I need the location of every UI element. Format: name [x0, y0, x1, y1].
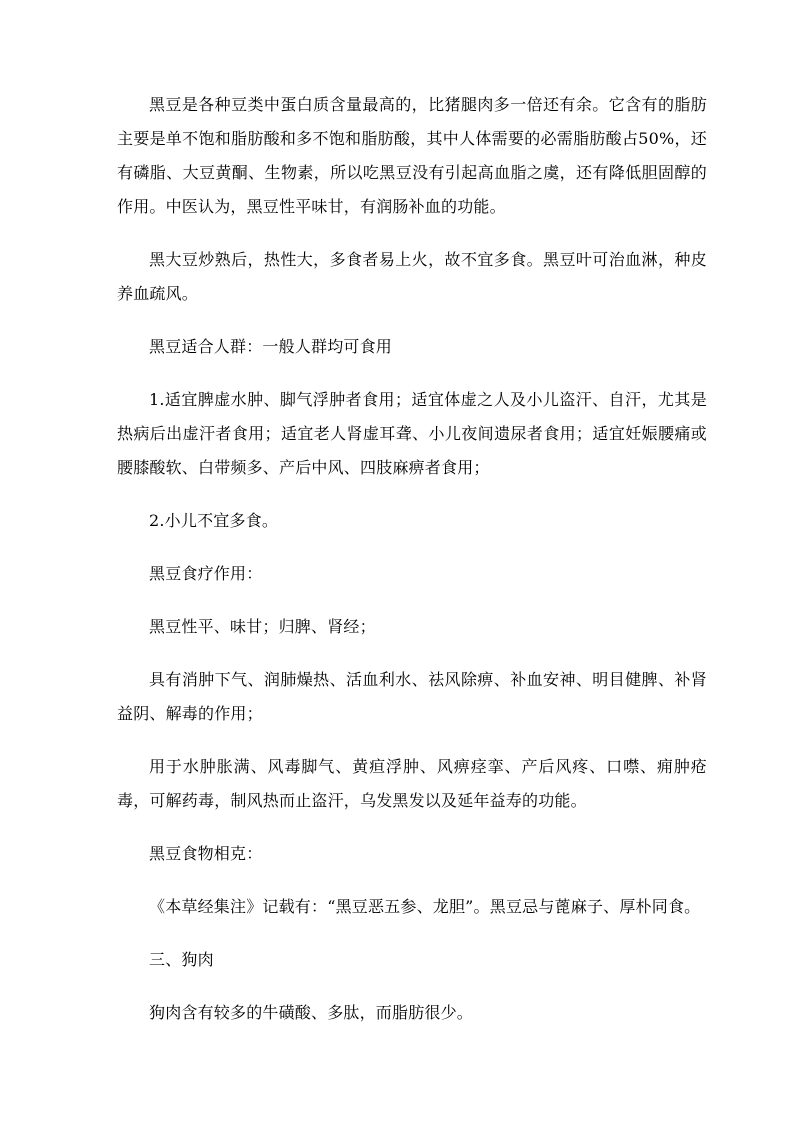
section-heading-dog-meat: 三、狗肉 — [149, 950, 214, 969]
paragraph-item-2: 2.小儿不宜多食。 — [149, 511, 279, 530]
paragraph-uses: 用于水肿胀满、风毒脚气、黄疸浮肿、风痹痉挛、产后风疼、口噤、痈肿疮毒，可解药毒，制风热而止盗汗，乌发黑发以及延年益寿的功能。 — [117, 757, 707, 810]
paragraph-roasted-black-bean: 黑大豆炒熟后，热性大，多食者易上火，故不宜多食。黑豆叶可治血淋，种皮养血疏风。 — [117, 250, 707, 303]
paragraph-nature-taste: 黑豆性平、味甘；归脾、肾经； — [149, 617, 376, 636]
paragraph-materia-medica-quote: 《本草经集注》记载有：“黑豆恶五参、龙胆”。黑豆忌与蓖麻子、厚朴同食。 — [149, 897, 701, 916]
paragraph-dog-meat: 狗肉含有较多的牛磺酸、多肽，而脂肪很少。 — [149, 1003, 474, 1022]
document-body — [117, 88, 707, 1049]
paragraph-incompatible-heading: 黑豆食物相克： — [149, 844, 263, 863]
paragraph-therapy-heading: 黑豆食疗作用： — [149, 564, 263, 583]
paragraph-suitable-people: 黑豆适合人群：一般人群均可食用 — [149, 337, 393, 356]
paragraph-effects: 具有消肿下气、润肺燥热、活血利水、祛风除痹、补血安神、明目健脾、补肾益阴、解毒的作用； — [117, 670, 707, 723]
paragraph-item-1: 1.适宜脾虚水肿、脚气浮肿者食用；适宜体虚之人及小儿盗汗、自汗，尤其是热病后出虚汗者食用；适宜老人肾虚耳聋、小儿夜间遗尿者食用；适宜妊娠腰痛或腰膝酸软、白带频多、产后中风、四肢麻痹者食用； — [117, 390, 707, 477]
paragraph-black-bean-protein: 黑豆是各种豆类中蛋白质含量最高的，比猪腿肉多一倍还有余。它含有的脂肪主要是单不饱和脂肪酸和多不饱和脂肪酸，其中人体需要的必需脂肪酸占50%，还有磷脂、大豆黄酮、生物素，所以吃黑豆没有引起高血脂之虞，还有降低胆固醇的作用。中医认为，黑豆性平味甘，有润肠补血的功能。 — [117, 95, 707, 216]
